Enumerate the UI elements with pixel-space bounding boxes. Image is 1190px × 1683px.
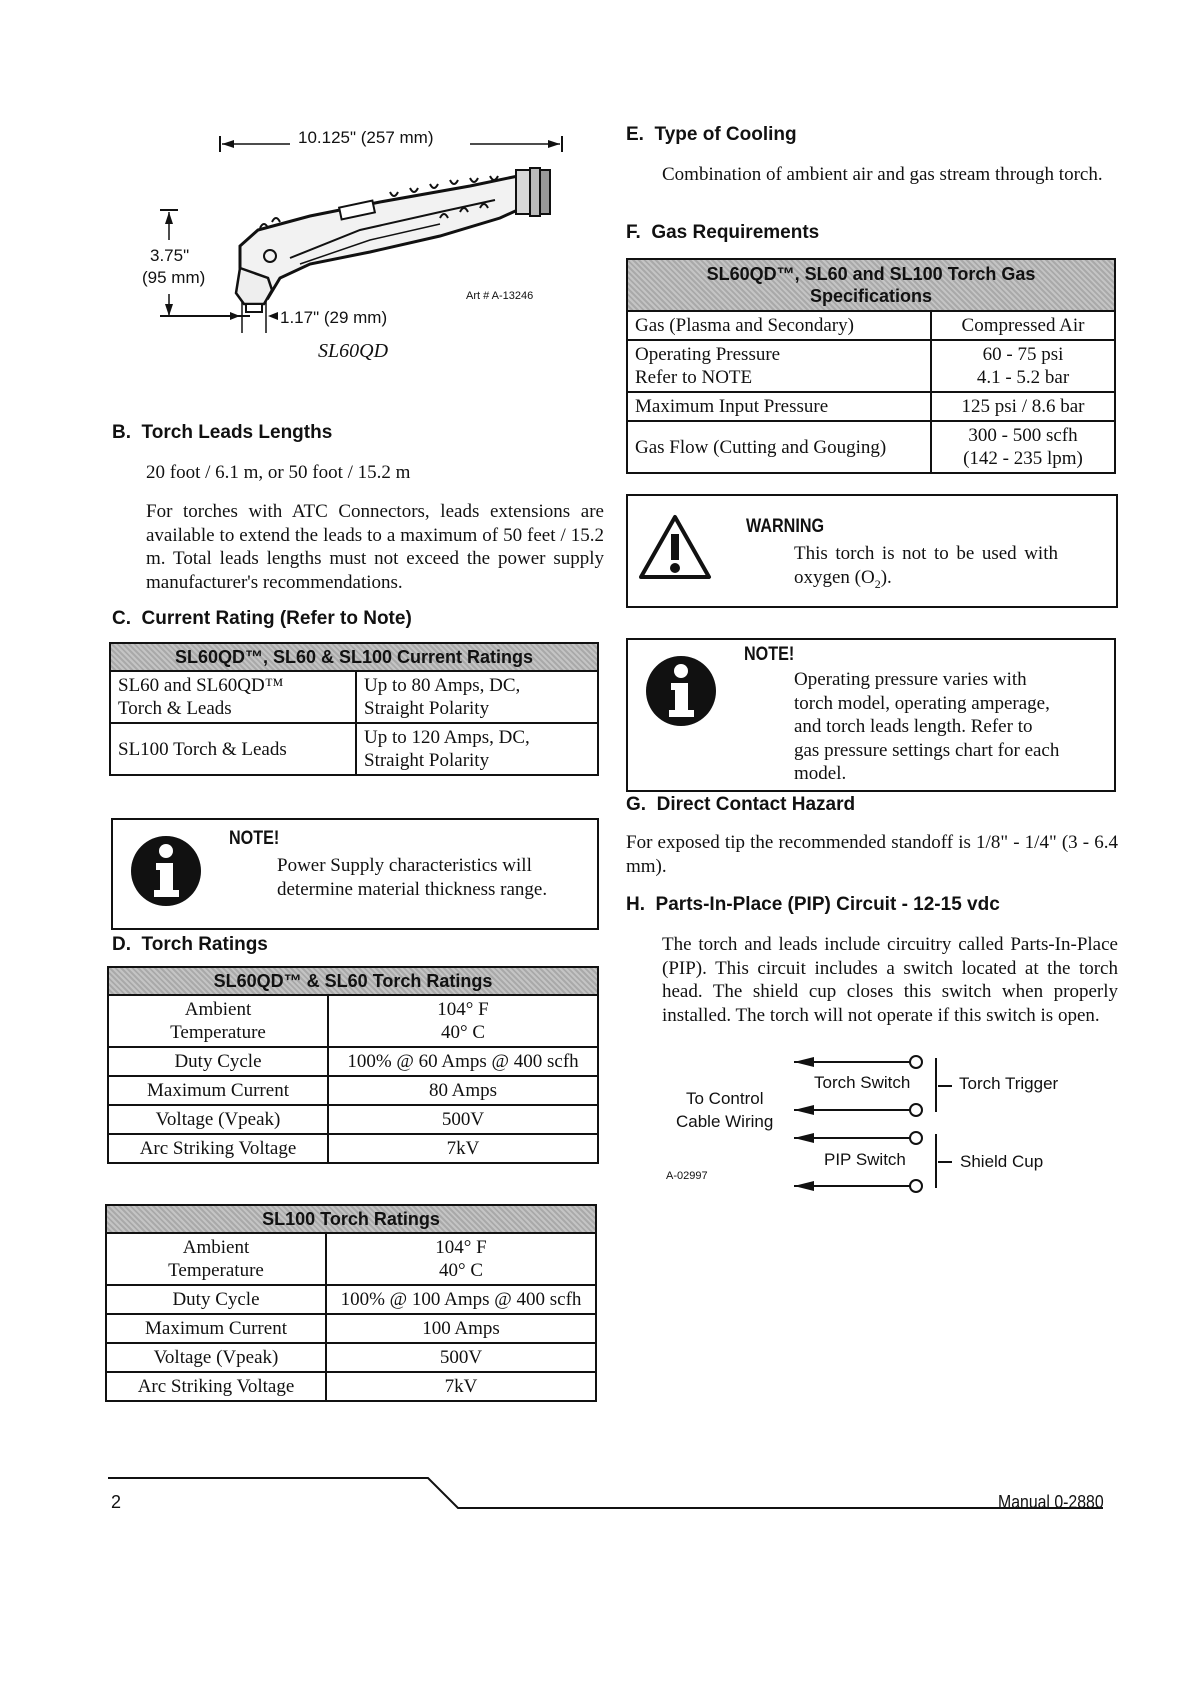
table-title: SL60QD™, SL60 & SL100 Current Ratings	[110, 643, 598, 671]
table-cell: 500V	[326, 1343, 596, 1372]
warning-title: WARNING	[746, 516, 825, 537]
table-cell: Refer to NOTE	[635, 367, 753, 388]
table-cell: 300 - 500 scfh	[968, 425, 1078, 446]
table-cell: Duty Cycle	[108, 1047, 328, 1076]
warning-triangle-icon	[638, 514, 712, 580]
note-text: Power Supply characteristics will determine material thickness range.	[277, 855, 548, 900]
table-cell: Operating Pressure	[635, 344, 781, 365]
note-title: NOTE!	[744, 644, 795, 665]
note-text: Operating pressure varies with torch model, operating amperage, and torch leads length. Refer to gas pressure settings chart for each model.	[794, 669, 1060, 784]
table-row	[108, 1134, 598, 1163]
section-d-heading: D. Torch Ratings	[112, 934, 268, 955]
section-h-text: The torch and leads include circuitry called Parts-In-Place (PIP). This circuit includes a switch located at the torch head. The shield cup closes this switch when properly installed. The torch will not operate if this switch is open.	[662, 934, 1118, 1026]
table-cell: Straight Polarity	[364, 750, 490, 771]
model-label: SL60QD	[318, 340, 389, 362]
section-e-text: Combination of ambient air and gas stream through torch.	[662, 164, 1103, 185]
table-cell: Gas (Plasma and Secondary)	[627, 311, 931, 340]
table-row	[108, 1105, 598, 1134]
warning-text-tail: ).	[880, 566, 892, 588]
table-row	[108, 1076, 598, 1105]
table-cell: Arc Striking Voltage	[108, 1134, 328, 1163]
table-row	[627, 311, 1115, 340]
footer-rule	[108, 1474, 1108, 1514]
section-f-heading: F. Gas Requirements	[626, 222, 820, 243]
table-row	[627, 392, 1115, 421]
table-title-line: SL60QD™, SL60 and SL100 Torch Gas	[706, 264, 1036, 284]
tip-label: 1.17" (29 mm)	[280, 308, 388, 327]
page-number: 2	[111, 1492, 122, 1512]
table-cell: Voltage (Vpeak)	[108, 1105, 328, 1134]
section-g-text: For exposed tip the recommended standoff is 1/8" - 1/4" (3 - 6.4 mm).	[626, 832, 1118, 877]
table-row	[106, 1233, 596, 1285]
cable-wiring-label: Cable Wiring	[676, 1112, 774, 1131]
table-cell: Maximum Current	[106, 1314, 326, 1343]
note-box	[111, 818, 599, 930]
table-cell: Duty Cycle	[106, 1285, 326, 1314]
table-row	[627, 340, 1115, 392]
table-title: SL60QD™ & SL60 Torch Ratings	[108, 967, 598, 995]
note-title: NOTE!	[229, 828, 280, 849]
table-row	[108, 995, 598, 1047]
table-cell: 104° F	[435, 1237, 487, 1258]
table-cell: Straight Polarity	[364, 698, 490, 719]
table-title: SL100 Torch Ratings	[106, 1205, 596, 1233]
gas-specifications-table	[626, 258, 1116, 474]
table-cell: 104° F	[437, 999, 489, 1020]
info-icon	[129, 834, 203, 908]
manual-number: Manual 0-2880	[998, 1492, 1104, 1512]
table-cell: Temperature	[170, 1022, 266, 1043]
shield-cup-label: Shield Cup	[960, 1152, 1044, 1171]
section-h-heading: H. Parts-In-Place (PIP) Circuit - 12-15 vdc	[626, 894, 1000, 915]
table-title-line: Specifications	[809, 286, 933, 306]
table-cell: 500V	[328, 1105, 598, 1134]
torch-drawing	[140, 118, 580, 378]
table-cell: Maximum Input Pressure	[627, 392, 931, 421]
warning-text-main: This torch is not to be used with oxygen (O	[794, 543, 1058, 588]
table-row	[627, 421, 1115, 473]
table-cell: Compressed Air	[931, 311, 1115, 340]
torch-diagram	[140, 118, 580, 378]
section-c-heading: C. Current Rating (Refer to Note)	[112, 608, 412, 629]
table-cell: 7kV	[328, 1134, 598, 1163]
table-row	[106, 1285, 596, 1314]
height-label-mm: (95 mm)	[142, 268, 206, 287]
table-cell: 80 Amps	[328, 1076, 598, 1105]
table-cell: Up to 120 Amps, DC,	[364, 727, 530, 748]
table-cell: Ambient	[184, 999, 252, 1020]
table-row	[110, 671, 598, 723]
table-row	[110, 723, 598, 775]
note-box	[626, 638, 1116, 792]
section-b-p1: 20 foot / 6.1 m, or 50 foot / 15.2 m	[146, 462, 411, 483]
table-cell: Maximum Current	[108, 1076, 328, 1105]
table-cell: SL100 Torch & Leads	[118, 738, 287, 760]
warning-subscript: 2	[874, 576, 881, 591]
table-cell: 40° C	[440, 1022, 486, 1043]
sl60-torch-ratings-table	[107, 966, 599, 1164]
torch-trigger-label: Torch Trigger	[959, 1074, 1059, 1093]
pip-art-number: A-02997	[666, 1170, 708, 1182]
table-cell: Voltage (Vpeak)	[106, 1343, 326, 1372]
table-cell: Up to 80 Amps, DC,	[364, 675, 521, 696]
art-number: Art # A-13246	[466, 290, 534, 302]
table-cell: SL60 and SL60QD™	[118, 675, 284, 696]
sl100-torch-ratings-table	[105, 1204, 597, 1402]
table-cell: 100% @ 60 Amps @ 400 scfh	[328, 1047, 598, 1076]
to-control-label: To Control	[686, 1089, 764, 1108]
pip-circuit-diagram	[660, 1050, 1100, 1200]
table-cell: Ambient	[182, 1237, 250, 1258]
table-row	[108, 1047, 598, 1076]
section-e-heading: E. Type of Cooling	[626, 124, 797, 145]
torch-switch-label: Torch Switch	[814, 1073, 911, 1092]
table-cell: Arc Striking Voltage	[106, 1372, 326, 1401]
table-cell: (142 - 235 lpm)	[963, 448, 1083, 469]
table-cell: 4.1 - 5.2 bar	[976, 367, 1070, 388]
current-ratings-table	[109, 642, 599, 776]
section-b-heading: B. Torch Leads Lengths	[112, 422, 333, 443]
table-title	[627, 259, 1115, 311]
table-cell: Torch & Leads	[118, 698, 232, 719]
height-label: 3.75"	[150, 246, 190, 265]
info-icon	[644, 654, 718, 728]
table-cell: 40° C	[438, 1260, 484, 1281]
length-label: 10.125" (257 mm)	[298, 128, 434, 147]
warning-box	[626, 494, 1118, 608]
table-cell: 125 psi / 8.6 bar	[931, 392, 1115, 421]
section-g-heading: G. Direct Contact Hazard	[626, 794, 856, 815]
table-row	[106, 1343, 596, 1372]
table-cell: Gas Flow (Cutting and Gouging)	[627, 421, 931, 473]
table-cell: Temperature	[168, 1260, 264, 1281]
table-cell: 60 - 75 psi	[982, 344, 1064, 365]
table-row	[106, 1372, 596, 1401]
table-cell: 100% @ 100 Amps @ 400 scfh	[326, 1285, 596, 1314]
table-row	[106, 1314, 596, 1343]
warning-text	[794, 542, 1058, 596]
table-cell: 100 Amps	[326, 1314, 596, 1343]
table-cell: 7kV	[326, 1372, 596, 1401]
section-b-p2: For torches with ATC Connectors, leads extensions are available to extend the leads to a maximum of 50 feet / 15.2 m. Total leads lengths must not exceed the power supply manufacturer's recommendations.	[146, 501, 604, 593]
pip-switch-label: PIP Switch	[824, 1150, 906, 1169]
